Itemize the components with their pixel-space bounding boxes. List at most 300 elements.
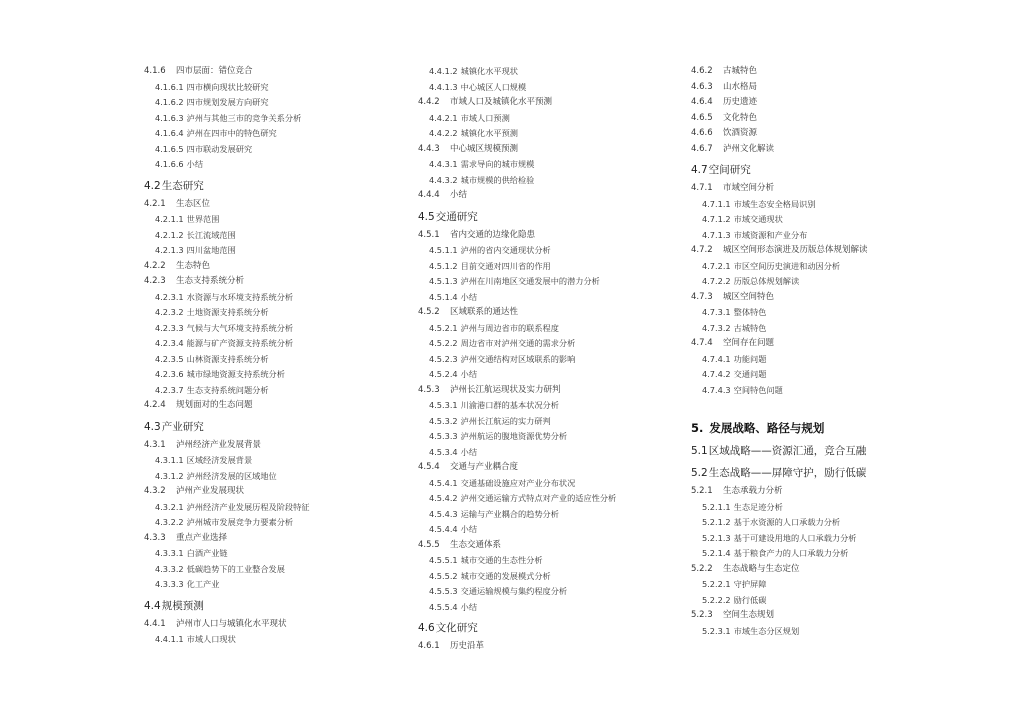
toc-entry-number: 4.5 <box>418 210 435 223</box>
toc-entry-number: 4.4.2.1 <box>429 112 458 123</box>
toc-entry <box>418 126 680 142</box>
toc-entry-title: 市域交通现状 <box>733 214 783 224</box>
toc-entry <box>418 173 680 189</box>
toc-entry-number: 4.6.3 <box>691 81 713 92</box>
toc-entry-number: 4.6.7 <box>691 143 713 154</box>
toc-entry-number: 4.5.2.4 <box>429 369 458 379</box>
toc-entry-number: 4.5.5 <box>418 539 440 550</box>
toc-entry-number: 4.3.2 <box>144 486 166 496</box>
toc-entry-title: 生态足迹分析 <box>733 501 783 512</box>
toc-entry-number: 4.1.6.3 <box>155 112 184 123</box>
toc-entry <box>144 453 406 469</box>
toc-entry-title: 小结 <box>460 601 478 612</box>
toc-entry <box>418 569 680 585</box>
toc-entry-number: 4.2.4 <box>144 400 166 410</box>
toc-entry-title: 小结 <box>460 291 478 302</box>
toc-entry-number: 4.2.3.4 <box>155 338 184 348</box>
toc-entry-title: 生态特色 <box>176 260 211 271</box>
toc-entry-title: 生态交通体系 <box>450 539 502 550</box>
toc-entry-number: 4.6.5 <box>691 112 713 123</box>
toc-entry <box>691 142 981 158</box>
toc-entry-number: 4.7.1 <box>691 183 713 193</box>
toc-entry <box>144 142 406 158</box>
toc-entry-title: 泸州的省内交通现状分析 <box>460 245 551 255</box>
toc-entry <box>144 352 406 368</box>
toc-entry <box>691 562 981 578</box>
toc-entry-number: 4.1.6.4 <box>155 128 184 138</box>
toc-entry-title: 励行低碳 <box>733 594 767 605</box>
toc-entry-title: 泸州在川南地区交通发展中的潜力分析 <box>460 276 600 286</box>
toc-entry-title: 小结 <box>460 369 478 379</box>
toc-entry <box>691 531 981 547</box>
toc-entry-number: 4.6.4 <box>691 97 713 107</box>
toc-entry-number: 4.5.3.2 <box>429 415 458 426</box>
toc-entry <box>691 546 981 562</box>
toc-entry <box>691 161 981 179</box>
toc-entry-number: 4.7.4.3 <box>702 384 731 395</box>
toc-entry-number: 4.7 <box>691 164 708 176</box>
toc-entry <box>691 336 981 352</box>
toc-entry <box>144 515 406 531</box>
toc-entry-title: 基于粮食产力的人口承载力分析 <box>733 548 849 558</box>
toc-entry-title: 四市联动发展研究 <box>186 143 253 154</box>
toc-entry-title: 小结 <box>450 190 468 200</box>
toc-entry-number: 4.3.2.1 <box>155 501 184 512</box>
toc-entry-title: 泸州与其他三市的竞争关系分析 <box>186 112 302 123</box>
toc-entry <box>144 228 406 244</box>
toc-entry-number: 5.2.2 <box>691 563 713 574</box>
toc-entry <box>691 80 981 96</box>
toc-entry <box>144 617 406 633</box>
toc-entry <box>144 64 406 80</box>
toc-entry-number: 5.2.1.3 <box>702 532 731 543</box>
toc-entry <box>418 553 680 569</box>
toc-entry <box>144 177 406 195</box>
toc-entry-title: 四市层面：错位竞合 <box>176 66 253 76</box>
toc-entry <box>418 476 680 492</box>
toc-entry-number: 4.5.1.4 <box>429 291 458 302</box>
toc-entry-number: 5.2.2.1 <box>702 579 731 589</box>
toc-entry-number: 5.2.3 <box>691 610 713 620</box>
toc-entry-number: 4.4.4 <box>418 190 440 200</box>
toc-entry <box>691 321 981 337</box>
toc-entry-title: 城区空间形态演进及历版总体规划解读 <box>723 245 868 255</box>
toc-entry <box>691 367 981 383</box>
toc-entry <box>691 64 981 80</box>
toc-entry-title: 泸州航运的腹地资源优势分析 <box>460 431 568 441</box>
toc-entry-number: 4.3.3 <box>144 532 166 543</box>
toc-entry-number: 4.3.3.1 <box>155 548 184 558</box>
toc-entry-number: 5.2.1.4 <box>702 548 731 558</box>
toc-entry-number: 4.3 <box>144 420 161 433</box>
toc-entry-title: 能源与矿产资源支持系统分析 <box>186 338 294 348</box>
toc-entry-title: 泸州长江航运现状及实力研判 <box>450 384 561 395</box>
toc-entry <box>418 243 680 259</box>
toc-entry-title: 古城特色 <box>723 66 758 76</box>
toc-entry-title: 城镇化水平预测 <box>460 128 518 138</box>
toc-entry-title: 长江流域范围 <box>186 229 236 240</box>
toc-entry-title: 规划面对的生态问题 <box>176 400 253 410</box>
toc-entry <box>691 243 981 259</box>
toc-entry-number: 4.2.3.5 <box>155 353 184 364</box>
toc-entry <box>691 464 981 482</box>
toc-entry <box>144 197 406 213</box>
toc-entry-number: 4.1.6.2 <box>155 97 184 107</box>
toc-entry-number: 4.2.1 <box>144 198 166 209</box>
toc-entry-title: 化工产业 <box>186 579 220 589</box>
toc-entry-title: 城市绿地资源支持系统分析 <box>186 369 285 379</box>
toc-entry <box>691 484 981 500</box>
toc-entry-title: 交通研究 <box>435 210 478 223</box>
toc-entry-number: 4.4.1.2 <box>429 66 458 76</box>
toc-entry-title: 规模预测 <box>161 599 204 612</box>
toc-entry-number: 4.5.4 <box>418 462 440 472</box>
toc-entry <box>418 321 680 337</box>
toc-entry-title: 历版总体规划解读 <box>733 276 800 286</box>
toc-entry-number: 4.4.1.1 <box>155 634 184 644</box>
toc-column-right <box>691 64 981 639</box>
toc-entry <box>691 212 981 228</box>
toc-entry-number: 4.3.3.3 <box>155 579 184 589</box>
toc-entry-title: 交通基础设施应对产业分布状况 <box>460 477 576 488</box>
toc-entry <box>418 274 680 290</box>
toc-entry-number: 4.2.2 <box>144 260 166 271</box>
toc-entry-title: 区域战略——资源汇通，竞合互融 <box>708 445 867 457</box>
toc-entry <box>144 531 406 547</box>
toc-entry-title: 山林资源支持系统分析 <box>186 353 269 364</box>
toc-entry <box>144 500 406 516</box>
toc-entry <box>418 336 680 352</box>
toc-entry <box>691 593 981 609</box>
toc-entry-title: 交通运输规模与集约程度分析 <box>460 586 568 596</box>
toc-entry <box>418 367 680 383</box>
toc-entry-number: 4.5.4.2 <box>429 493 458 503</box>
toc-entry <box>418 491 680 507</box>
toc-entry <box>418 429 680 445</box>
toc-entry-number: 5.2.1.2 <box>702 517 731 527</box>
toc-entry-title: 泸州经济发展的区域地位 <box>186 470 277 481</box>
toc-entry-number: 4.7.2.2 <box>702 276 731 286</box>
toc-entry <box>144 438 406 454</box>
toc-entry <box>418 157 680 173</box>
toc-entry <box>144 398 406 414</box>
toc-entry-title: 空间研究 <box>708 164 751 176</box>
toc-entry-number: 4.4.1.3 <box>429 81 458 92</box>
toc-entry <box>418 460 680 476</box>
toc-entry-title: 泸州经济产业发展背景 <box>176 439 262 450</box>
toc-entry-title: 土地资源支持系统分析 <box>186 307 269 317</box>
toc-entry-number: 4.5.1.2 <box>429 260 458 271</box>
toc-entry-title: 中心城区人口规模 <box>460 81 527 92</box>
toc-entry-title: 生态支持系统分析 <box>176 276 245 286</box>
toc-entry <box>418 208 680 226</box>
toc-entry-title: 水资源与水环境支持系统分析 <box>186 291 294 302</box>
toc-entry-title: 运输与产业耦合的趋势分析 <box>460 508 559 519</box>
toc-entry-number: 4.3.3.2 <box>155 563 184 574</box>
toc-entry <box>144 321 406 337</box>
toc-entry-number: 4.7.3 <box>691 291 713 302</box>
toc-entry-number: 4.5.2.3 <box>429 353 458 364</box>
toc-entry <box>144 157 406 173</box>
toc-entry-number: 4.7.4.2 <box>702 369 731 379</box>
toc-entry-number: 4.5.5.2 <box>429 570 458 581</box>
toc-entry <box>691 259 981 275</box>
toc-entry-title: 空间存在问题 <box>723 338 775 348</box>
toc-entry-title: 目前交通对四川省的作用 <box>460 260 551 271</box>
toc-entry-title: 城市规模的供给检验 <box>460 174 535 185</box>
toc-entry-number: 4.7.3.2 <box>702 322 731 333</box>
toc-entry-title: 小结 <box>460 524 478 534</box>
toc-entry-number: 4.7.1.2 <box>702 214 731 224</box>
toc-entry-title: 历史沿革 <box>450 641 485 651</box>
toc-entry-title: 守护屏障 <box>733 579 767 589</box>
toc-entry <box>691 383 981 399</box>
toc-entry-title: 城市交通的生态性分析 <box>460 555 543 565</box>
toc-entry-title: 泸州城市发展竞争力要素分析 <box>186 517 294 527</box>
toc-entry <box>144 484 406 500</box>
toc-entry <box>418 398 680 414</box>
toc-entry-title: 功能问题 <box>733 353 767 364</box>
toc-entry-title: 气候与大气环境支持系统分析 <box>186 322 294 333</box>
toc-entry-number: 5.2 <box>691 467 708 479</box>
toc-entry-number: 4.2.1.2 <box>155 229 184 240</box>
toc-entry-number: 4.5.2 <box>418 307 440 317</box>
toc-entry-number: 4.1.6.5 <box>155 143 184 154</box>
toc-entry <box>691 197 981 213</box>
toc-entry-number: 4.5.5.4 <box>429 601 458 612</box>
toc-entry <box>418 290 680 306</box>
toc-entry <box>691 624 981 640</box>
toc-entry-title: 城市交通的发展模式分析 <box>460 570 551 581</box>
toc-entry-number: 4.5.2.2 <box>429 338 458 348</box>
toc-entry-title: 文化研究 <box>435 622 478 634</box>
toc-entry <box>691 111 981 127</box>
toc-entry <box>144 305 406 321</box>
toc-entry-title: 泸州市人口与城镇化水平现状 <box>176 618 287 629</box>
toc-entry-number: 4.6.2 <box>691 66 713 76</box>
toc-entry <box>691 305 981 321</box>
toc-entry-title: 市域人口现状 <box>186 634 236 644</box>
toc-entry-number: 4.5.1.1 <box>429 245 458 255</box>
toc-entry-number: 4.2.3.7 <box>155 384 184 395</box>
toc-entry-number: 4.4.2 <box>418 97 440 107</box>
toc-entry-number: 4.5.5.3 <box>429 586 458 596</box>
toc-entry <box>144 469 406 485</box>
toc-entry-number: 4.5.2.1 <box>429 322 458 333</box>
toc-entry-title: 四川盆地范围 <box>186 245 236 255</box>
toc-entry <box>144 95 406 111</box>
toc-entry-number: 4.4 <box>144 599 161 612</box>
toc-entry <box>144 274 406 290</box>
toc-entry <box>418 507 680 523</box>
toc-entry-number: 4.7.4 <box>691 338 713 348</box>
toc-entry <box>691 274 981 290</box>
toc-entry-number: 4.3.1.2 <box>155 470 184 481</box>
toc-entry <box>418 639 680 655</box>
toc-entry-title: 泸州经济产业发展历程及阶段特征 <box>186 501 310 512</box>
toc-entry <box>144 80 406 96</box>
toc-entry-number: 4.1.6 <box>144 66 166 76</box>
toc-entry-title: 区域联系的通达性 <box>450 307 519 317</box>
toc-entry-number: 4.1.6.6 <box>155 159 184 169</box>
toc-entry-title: 山水格局 <box>723 81 758 92</box>
toc-entry <box>418 352 680 368</box>
toc-entry-title: 城区空间特色 <box>723 291 775 302</box>
toc-entry <box>418 414 680 430</box>
toc-entry <box>144 212 406 228</box>
toc-entry-title: 生态支持系统问题分析 <box>186 384 269 395</box>
toc-entry <box>418 142 680 158</box>
toc-entry <box>144 418 406 436</box>
toc-entry-title: 交通与产业耦合度 <box>450 462 519 472</box>
toc-entry-title: 泸州交通结构对区域联系的影响 <box>460 353 576 364</box>
toc-entry <box>144 546 406 562</box>
toc-entry-title: 整体特色 <box>733 307 767 317</box>
toc-entry-title: 古城特色 <box>733 322 767 333</box>
toc-entry-title: 泸州在四市中的特色研究 <box>186 128 277 138</box>
toc-entry-number: 4.5.1 <box>418 229 440 240</box>
toc-entry-number: 4.5.3.1 <box>429 400 458 410</box>
toc-entry-number: 4.5.3 <box>418 384 440 395</box>
toc-entry <box>691 515 981 531</box>
toc-entry-title: 文化特色 <box>723 112 758 123</box>
toc-entry <box>144 111 406 127</box>
toc-entry <box>691 352 981 368</box>
toc-entry-number: 5.2.2.2 <box>702 594 731 605</box>
toc-entry-title: 市域空间分析 <box>723 183 775 193</box>
toc-entry-title: 泸州文化解读 <box>723 143 775 154</box>
toc-entry-title: 周边省市对泸州交通的需求分析 <box>460 338 576 348</box>
toc-entry-title: 交通问题 <box>733 369 767 379</box>
toc-entry <box>144 290 406 306</box>
toc-entry-title: 白酒产业链 <box>186 548 228 558</box>
toc-entry-title: 泸州长江航运的实力研判 <box>460 415 551 426</box>
toc-entry-number: 4.4.3.2 <box>429 174 458 185</box>
toc-entry-number: 4.3.1 <box>144 439 166 450</box>
toc-entry-title: 四市横向现状比较研究 <box>186 81 269 92</box>
toc-entry-number: 4.6 <box>418 622 435 634</box>
toc-entry-title: 城镇化水平现状 <box>460 66 518 76</box>
toc-entry-title: 小结 <box>460 446 478 457</box>
toc-entry-title: 空间生态规划 <box>723 610 775 620</box>
toc-entry-title: 历史遗迹 <box>723 97 758 107</box>
toc-entry-number: 4.2 <box>144 179 161 192</box>
toc-entry <box>144 597 406 615</box>
toc-entry-title: 基于可建设用地的人口承载力分析 <box>733 532 857 543</box>
toc-entry-title: 市域人口预测 <box>460 112 510 123</box>
toc-entry-title: 四市规划发展方向研究 <box>186 97 269 107</box>
toc-entry-title: 市域资源和产业分布 <box>733 229 808 240</box>
toc-entry-number: 4.5.3.4 <box>429 446 458 457</box>
toc-entry-number: 4.1.6.1 <box>155 81 184 92</box>
toc-entry-number: 4.2.1.3 <box>155 245 184 255</box>
toc-entry <box>144 367 406 383</box>
toc-entry-number: 5.1 <box>691 445 708 457</box>
toc-entry-title: 区域经济发展背景 <box>186 455 253 465</box>
toc-entry-title: 生态战略与生态定位 <box>723 563 800 574</box>
toc-entry <box>418 188 680 204</box>
toc-entry-title: 低碳趋势下的工业整合发展 <box>186 563 285 574</box>
toc-entry-number: 4.7.3.1 <box>702 307 731 317</box>
toc-entry-title: 生态承载力分析 <box>723 486 783 496</box>
toc-entry-number: 4.2.3.1 <box>155 291 184 302</box>
toc-entry <box>418 445 680 461</box>
toc-entry <box>691 500 981 516</box>
toc-entry <box>418 111 680 127</box>
toc-entry-number: 4.2.3.6 <box>155 369 184 379</box>
toc-entry-number: 4.5.5.1 <box>429 555 458 565</box>
toc-entry <box>144 562 406 578</box>
toc-entry <box>691 290 981 306</box>
toc-entry-number: 5.2.3.1 <box>702 625 731 636</box>
toc-entry <box>418 80 680 96</box>
toc-entry-title: 产业研究 <box>161 420 204 433</box>
toc-entry-number: 4.5.3.3 <box>429 431 458 441</box>
toc-entry-title: 重点产业选择 <box>176 532 228 543</box>
toc-entry <box>418 619 680 637</box>
toc-entry-number: 4.6.6 <box>691 128 713 138</box>
toc-entry <box>144 259 406 275</box>
toc-entry-title: 川渝港口群的基本状况分析 <box>460 400 559 410</box>
toc-entry <box>418 600 680 616</box>
toc-entry-title: 市域生态安全格局识别 <box>733 198 816 209</box>
toc-entry-number: 5.2.1 <box>691 486 713 496</box>
toc-entry <box>691 608 981 624</box>
toc-entry-number: 5. <box>691 421 704 435</box>
toc-entry-number: 4.4.3.1 <box>429 159 458 169</box>
toc-entry-title: 泸州产业发展现状 <box>176 486 245 496</box>
toc-entry-title: 饮酒资源 <box>723 128 758 138</box>
toc-entry <box>691 577 981 593</box>
toc-entry-number: 4.5.1.3 <box>429 276 458 286</box>
toc-entry-number: 5.2.1.1 <box>702 501 731 512</box>
toc-entry <box>144 336 406 352</box>
toc-entry <box>418 95 680 111</box>
toc-entry-number: 4.5.4.4 <box>429 524 458 534</box>
toc-column-left <box>144 64 406 648</box>
toc-entry-title: 泸州交通运输方式特点对产业的适应性分析 <box>460 493 617 503</box>
toc-entry <box>418 305 680 321</box>
toc-entry-title: 世界范围 <box>186 214 220 224</box>
toc-entry-title: 市区空间历史演进和动因分析 <box>733 260 841 271</box>
toc-entry <box>144 632 406 648</box>
toc-entry <box>418 538 680 554</box>
toc-entry-number: 4.3.1.1 <box>155 455 184 465</box>
toc-entry-title: 生态区位 <box>176 198 211 209</box>
toc-entry-title: 省内交通的边缘化隐患 <box>450 229 536 240</box>
toc-entry-number: 4.7.1.3 <box>702 229 731 240</box>
toc-entry-title: 市域人口及城镇化水平预测 <box>450 97 553 107</box>
toc-entry <box>418 584 680 600</box>
toc-entry-title: 空间特色问题 <box>733 384 783 395</box>
toc-entry-number: 4.2.3.2 <box>155 307 184 317</box>
toc-entry-title: 基于水资源的人口承载力分析 <box>733 517 841 527</box>
toc-entry-number: 4.7.2.1 <box>702 260 731 271</box>
toc-entry-number: 4.7.2 <box>691 245 713 255</box>
toc-entry-number: 4.3.2.2 <box>155 517 184 527</box>
toc-entry-number: 4.5.4.3 <box>429 508 458 519</box>
toc-entry-number: 4.2.3 <box>144 276 166 286</box>
toc-entry-title: 发展战略、路径与规划 <box>709 421 825 435</box>
toc-entry-title: 小结 <box>186 159 204 169</box>
toc-entry-number: 4.7.4.1 <box>702 353 731 364</box>
toc-entry <box>418 522 680 538</box>
toc-entry <box>418 228 680 244</box>
toc-entry-title: 泸州与周边省市的联系程度 <box>460 322 559 333</box>
toc-entry-number: 4.7.1.1 <box>702 198 731 209</box>
toc-entry-number: 4.6.1 <box>418 641 440 651</box>
toc-entry-title: 市域生态分区规划 <box>733 625 800 636</box>
